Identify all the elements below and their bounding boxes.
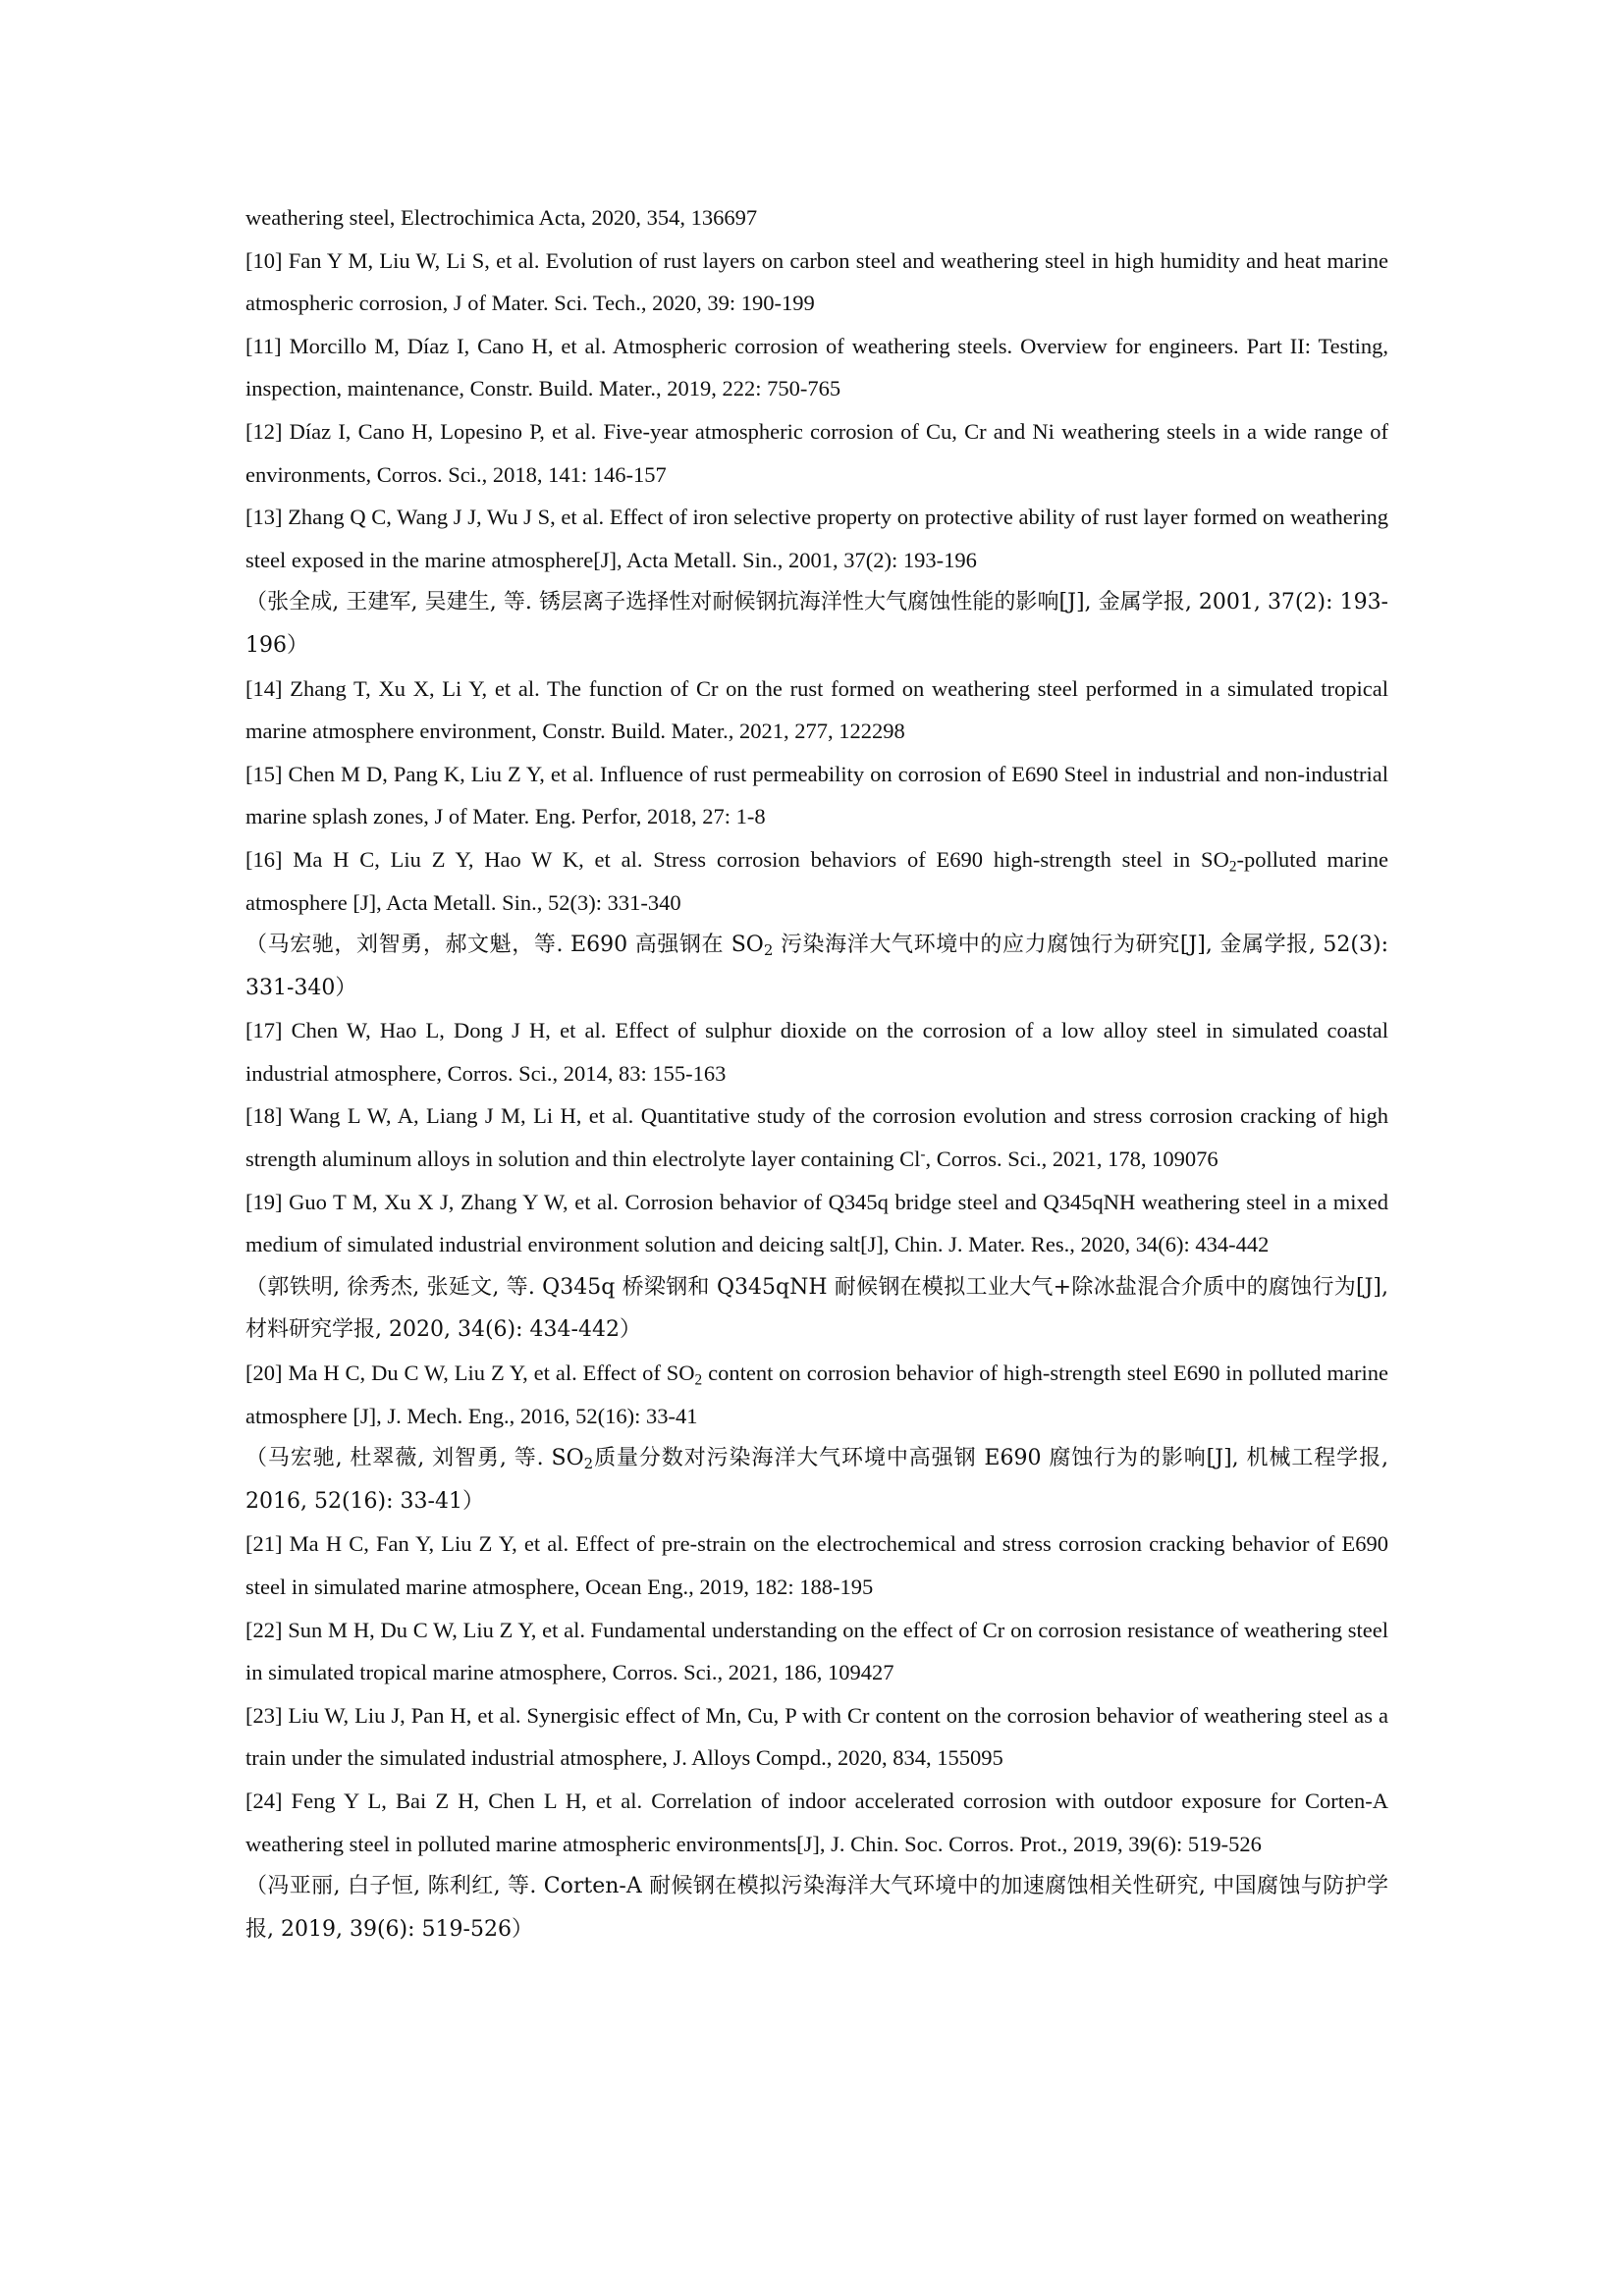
- reference-text: 污染海洋大气环境中的应力腐蚀行为研究[J], 金属学报, 52(3): 331-340）: [245, 933, 1388, 1000]
- reference-text: Sun M H, Du C W, Liu Z Y, et al. Fundamental understanding on the effect of Cr on corrosion resistance of weathering steel in simulated tropical marine atmosphere, Corros. Sci., 2021, 186, 109427: [245, 1617, 1389, 1685]
- reference-text: weathering steel, Electrochimica Acta, 2020, 354, 136697: [245, 205, 758, 230]
- reference-11: [245, 325, 1388, 410]
- subscript: 2: [583, 1455, 594, 1473]
- reference-14: [245, 667, 1388, 753]
- reference-23: [245, 1694, 1388, 1780]
- superscript: -: [920, 1146, 926, 1163]
- reference-text: Ma H C, Fan Y, Liu Z Y, et al. Effect of pre-strain on the electrochemical and stress corrosion cracking behavior of E690 steel in simulated marine atmosphere, Ocean Eng., 2019, 182: 188-195: [245, 1531, 1388, 1599]
- reference-13: [245, 496, 1388, 581]
- reference-20: [245, 1352, 1388, 1437]
- reference-19: [245, 1181, 1388, 1266]
- reference-text: （马宏驰，刘智勇，郝文魁，等. E690 高强钢在 SO: [245, 933, 764, 958]
- reference-text: Díaz I, Cano H, Lopesino P, et al. Five-year atmospheric corrosion of Cu, Cr and Ni weathering steels in a wide range of environments, Corros. Sci., 2018, 141: 146-157: [245, 418, 1388, 487]
- reference-text: Morcillo M, Díaz I, Cano H, et al. Atmospheric corrosion of weathering steels. Overview for engineers. Part II: Testing, inspection, maintenance, Constr. Build. Mater., 2019, 222: 750-765: [245, 333, 1389, 401]
- reference-number: [16]: [245, 846, 283, 872]
- reference-text: Zhang Q C, Wang J J, Wu J S, et al. Effect of iron selective property on protective ability of rust layer formed on weathering steel exposed in the marine atmosphere[J], Acta Metall. Sin., 2001, 37(2): 193-196: [245, 505, 1388, 572]
- reference-number: [23]: [245, 1702, 283, 1728]
- reference-18: [245, 1095, 1388, 1180]
- reference-text: Chen M D, Pang K, Liu Z Y, et al. Influence of rust permeability on corrosion of E690 Steel in industrial and non-industrial marine splash zones, J of Mater. Eng. Perfor, 2018, 27: 1-8: [245, 761, 1388, 829]
- reference-number: [11]: [245, 333, 282, 358]
- reference-12: [245, 410, 1388, 496]
- reference-number: [18]: [245, 1103, 283, 1129]
- subscript: 2: [1228, 858, 1237, 876]
- reference-number: [12]: [245, 418, 283, 444]
- reference-19-chinese: （郭铁明, 徐秀杰, 张延文, 等. Q345q 桥梁钢和 Q345qNH 耐候钢在模拟工业大气+除冰盐混合介质中的腐蚀行为[J], 材料研究学报, 2020, 34(6): 434-442）: [245, 1274, 1388, 1343]
- reference-text: Ma H C, Du C W, Liu Z Y, et al. Effect of SO: [288, 1361, 695, 1386]
- reference-13-chinese: （张全成, 王建军, 吴建生, 等. 锈层离子选择性对耐候钢抗海洋性大气腐蚀性能的影响[J], 金属学报, 2001, 37(2): 193-196）: [245, 590, 1388, 658]
- reference-number: [10]: [245, 247, 283, 273]
- reference-16-chinese: [245, 924, 1388, 1009]
- reference-22: [245, 1609, 1388, 1694]
- reference-text: , Corros. Sci., 2021, 178, 109076: [925, 1147, 1218, 1172]
- reference-number: [19]: [245, 1189, 283, 1214]
- reference-9-continuation: [245, 196, 1388, 240]
- reference-text: Fan Y M, Liu W, Li S, et al. Evolution of rust layers on carbon steel and weathering steel in high humidity and heat marine atmospheric corrosion, J of Mater. Sci. Tech., 2020, 39: 190-199: [245, 247, 1389, 316]
- reference-text: Guo T M, Xu X J, Zhang Y W, et al. Corrosion behavior of Q345q bridge steel and Q345qNH weathering steel in a mixed medium of simulated industrial environment solution and deicing salt[J], Chin. J. Mater. Res., 2020, 34(6): 434-442: [245, 1189, 1389, 1257]
- reference-text: Wang L W, A, Liang J M, Li H, et al. Quantitative study of the corrosion evolution and stress corrosion cracking of high strength aluminum alloys in solution and thin electrolyte layer containing Cl: [245, 1103, 1389, 1172]
- reference-number: [20]: [245, 1361, 283, 1386]
- reference-21: [245, 1522, 1388, 1608]
- reference-16: [245, 838, 1388, 924]
- reference-text: content on corrosion behavior of high-strength steel E690 in polluted marine atmosphere [J], J. Mech. Eng., 2016, 52(16): 33-41: [245, 1361, 1388, 1428]
- reference-list: [245, 196, 1388, 1950]
- reference-text: Chen W, Hao L, Dong J H, et al. Effect of sulphur dioxide on the corrosion of a low alloy steel in simulated coastal industrial atmosphere, Corros. Sci., 2014, 83: 155-163: [245, 1018, 1388, 1086]
- reference-number: [21]: [245, 1531, 283, 1557]
- reference-24-chinese: （冯亚丽, 白子恒, 陈利红, 等. Corten-A 耐候钢在模拟污染海洋大气环境中的加速腐蚀相关性研究, 中国腐蚀与防护学报, 2019, 39(6): 519-526）: [245, 1874, 1388, 1942]
- reference-text: 质量分数对污染海洋大气环境中高强钢 E690 腐蚀行为的影响[J], 机械工程学报, 2016, 52(16): 33-41）: [245, 1446, 1388, 1514]
- reference-text: Feng Y L, Bai Z H, Chen L H, et al. Correlation of indoor accelerated corrosion with outdoor exposure for Corten-A weathering steel in polluted marine atmospheric environments[J], J. Chin. Soc. Corros. Prot., 2019, 39(6): 519-526: [245, 1788, 1388, 1856]
- reference-number: [24]: [245, 1788, 283, 1813]
- subscript: 2: [694, 1371, 703, 1389]
- reference-text: Ma H C, Liu Z Y, Hao W K, et al. Stress corrosion behaviors of E690 high-strength steel in SO: [293, 846, 1229, 872]
- subscript: 2: [763, 941, 774, 960]
- reference-number: [22]: [245, 1617, 283, 1642]
- reference-text: （马宏驰, 杜翠薇, 刘智勇, 等. SO: [245, 1446, 584, 1471]
- reference-15: [245, 753, 1388, 838]
- reference-number: [14]: [245, 675, 283, 701]
- reference-number: [17]: [245, 1018, 283, 1043]
- reference-number: [15]: [245, 761, 283, 786]
- reference-17: [245, 1009, 1388, 1095]
- reference-text: -polluted marine atmosphere [J], Acta Metall. Sin., 52(3): 331-340: [245, 846, 1388, 915]
- reference-24: [245, 1780, 1388, 1865]
- reference-text: Liu W, Liu J, Pan H, et al. Synergisic effect of Mn, Cu, P with Cr content on the corrosion behavior of weathering steel as a train under the simulated industrial atmosphere, J. Alloys Compd., 2020, 834, 155095: [245, 1702, 1389, 1771]
- reference-number: [13]: [245, 505, 283, 530]
- reference-text: Zhang T, Xu X, Li Y, et al. The function of Cr on the rust formed on weathering steel performed in a simulated tropical marine atmosphere environment, Constr. Build. Mater., 2021, 277, 122298: [245, 675, 1389, 744]
- reference-10: [245, 240, 1388, 325]
- reference-20-chinese: [245, 1437, 1388, 1522]
